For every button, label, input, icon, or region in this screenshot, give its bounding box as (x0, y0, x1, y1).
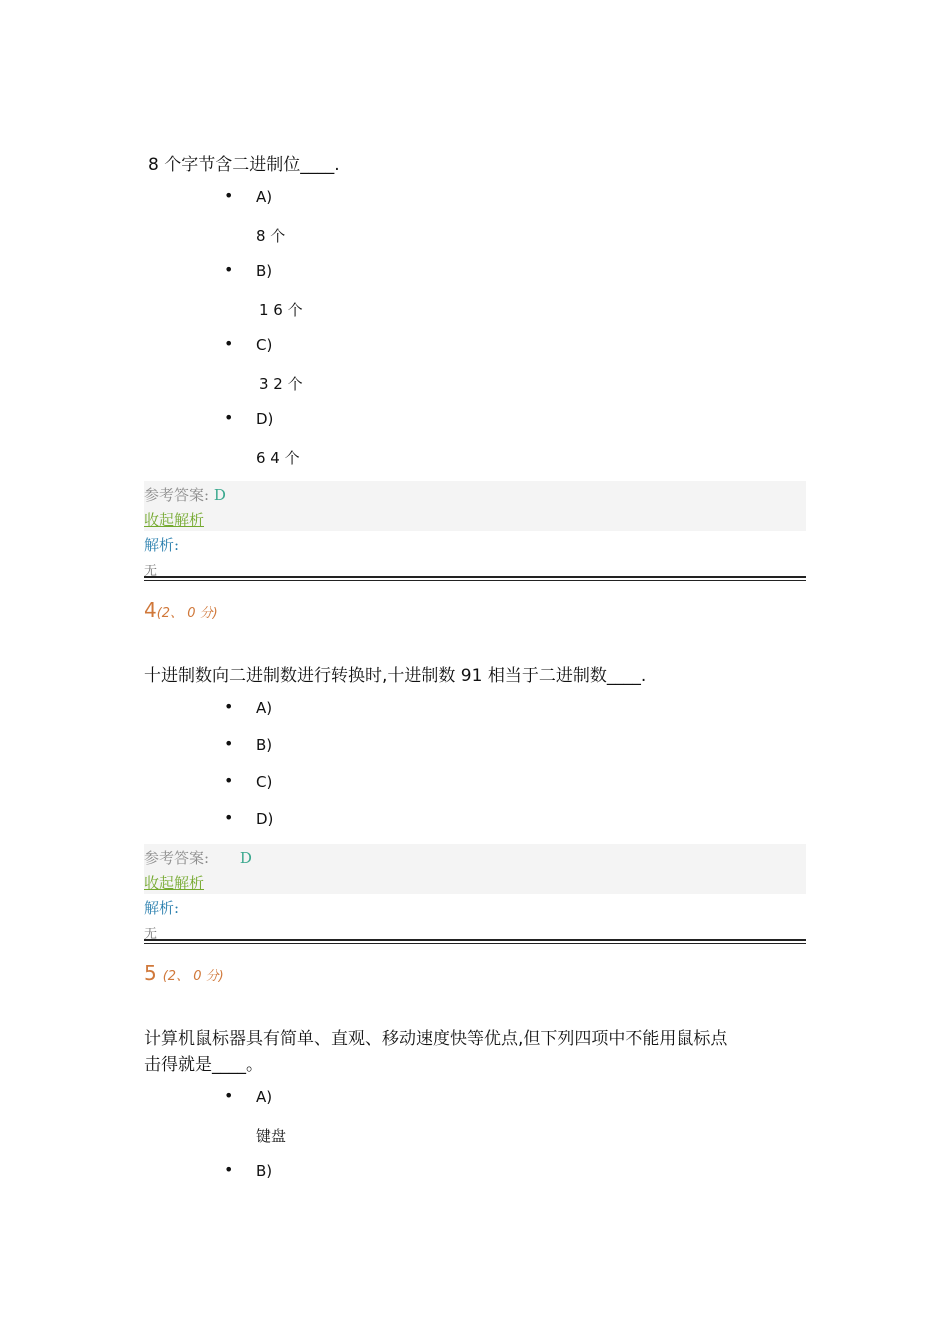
reference-answer (144, 484, 226, 505)
reference-answer-value: D (213, 486, 226, 504)
divider (144, 939, 806, 944)
divider (144, 576, 806, 581)
question-5-header (144, 961, 224, 985)
analysis-text: 无 (144, 564, 158, 579)
q3-option-a-value: 8 个 (256, 227, 286, 245)
reference-answer-label: 参考答案: (144, 849, 210, 867)
question-5-text-line-1: 计算机鼠标器具有简单、直观、移动速度快等优点,但下列四项中不能用鼠标点 (144, 1029, 728, 1049)
question-number: 4 (144, 598, 157, 622)
q3-option-b-label[interactable]: B) (256, 262, 273, 280)
reference-answer (144, 847, 252, 868)
question-score: (2、 0 分) (156, 606, 218, 621)
q5-option-a-label[interactable]: A) (256, 1088, 273, 1106)
analysis-label: 解析: (144, 899, 180, 917)
collapse-analysis-link[interactable]: 收起解析 (144, 874, 205, 892)
analysis-label: 解析: (144, 536, 180, 554)
bullet-icon: • (224, 771, 234, 790)
q4-option-c-label[interactable]: C) (256, 773, 273, 791)
reference-answer-label: 参考答案: (144, 486, 210, 504)
bullet-icon: • (224, 408, 234, 427)
bullet-icon: • (224, 186, 234, 205)
question-score: (2、 0 分) (162, 969, 224, 984)
question-4-text: 十进制数向二进制数进行转换时,十进制数 91 相当于二进制数____. (144, 666, 647, 686)
analysis-text: 无 (144, 927, 158, 942)
q3-option-d-value: 6 4 个 (256, 449, 300, 467)
bullet-icon: • (224, 697, 234, 716)
question-number: 5 (144, 961, 157, 985)
q3-option-d-label[interactable]: D) (256, 410, 274, 428)
bullet-icon: • (224, 734, 234, 753)
answer-panel (144, 481, 806, 531)
q5-option-b-label[interactable]: B) (256, 1162, 273, 1180)
question-4-header (144, 598, 218, 622)
q4-option-a-label[interactable]: A) (256, 699, 273, 717)
bullet-icon: • (224, 260, 234, 279)
bullet-icon: • (224, 808, 234, 827)
bullet-icon: • (224, 1160, 234, 1179)
q3-option-a-label[interactable]: A) (256, 188, 273, 206)
q3-option-c-label[interactable]: C) (256, 336, 273, 354)
question-5-text-line-2: 击得就是____。 (144, 1055, 263, 1075)
q4-option-b-label[interactable]: B) (256, 736, 273, 754)
q3-option-b-value: 1 6 个 (259, 301, 303, 319)
question-3-text: 8 个字节含二进制位____. (148, 155, 340, 175)
bullet-icon: • (224, 334, 234, 353)
reference-answer-value: D (239, 849, 252, 867)
q4-option-d-label[interactable]: D) (256, 810, 274, 828)
collapse-analysis-link[interactable]: 收起解析 (144, 511, 205, 529)
q5-option-a-value: 键盘 (256, 1127, 287, 1145)
bullet-icon: • (224, 1086, 234, 1105)
q3-option-c-value: 3 2 个 (259, 375, 303, 393)
